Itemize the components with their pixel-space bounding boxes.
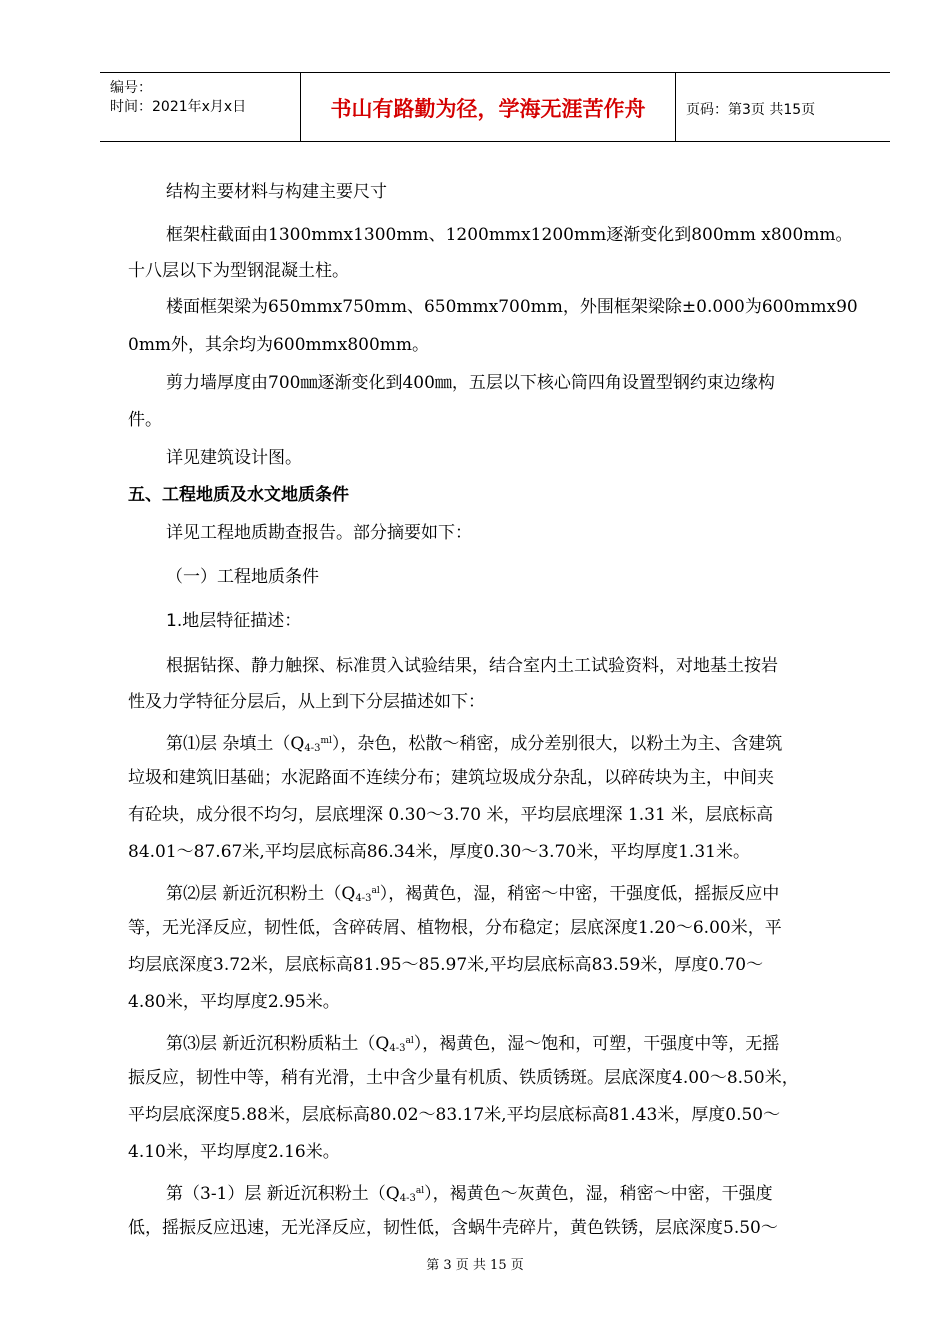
- header-info-cell: [100, 73, 301, 141]
- section-subtitle: 结构主要材料与构建主要尺寸: [166, 182, 387, 202]
- text-run: 第（3-1）层 新近沉积粉土（Q: [166, 1184, 400, 1204]
- text-run: ），褐黄色～灰黄色，湿，稍密～中密，干强度: [424, 1184, 773, 1204]
- paragraph-line: 剪力墙厚度由700㎜逐渐变化到400㎜，五层以下核心筒四角设置型钢约束边缘构: [166, 373, 775, 393]
- paragraph-line: 详见建筑设计图。: [166, 448, 302, 468]
- text-run: ），杂色，松散～稍密，成分差别很大，以粉土为主、含建筑: [331, 734, 783, 754]
- paragraph-line: 性及力学特征分层后，从上到下分层描述如下：: [128, 692, 485, 712]
- paragraph-line: 均层底深度3.72米，层底标高81.95～85.97米,平均层底标高83.59米，厚度0.70～: [128, 955, 764, 975]
- header-motto: 书山有路勤为径，学海无涯苦作舟: [330, 97, 646, 121]
- paragraph-line: 框架柱截面由1300mmx1300mm、1200mmx1200mm逐渐变化到800mm x800mm。: [166, 225, 853, 245]
- superscript: al: [371, 886, 380, 896]
- paragraph-line: 低，摇振反应迅速，无光泽反应，韧性低，含蜗牛壳碎片，黄色铁锈，层底深度5.50～: [128, 1218, 778, 1238]
- superscript: al: [405, 1036, 414, 1046]
- paragraph-line: 平均层底深度5.88米，层底标高80.02～83.17米,平均层底标高81.43米，厚度0.50～: [128, 1105, 781, 1125]
- layer-1-line: [166, 730, 782, 760]
- document-date: 时间：2021年x月x日: [110, 99, 247, 115]
- paragraph-line: 有砼块，成分很不均匀，层底埋深 0.30～3.70 米，平均层底埋深 1.31 米，层底标高: [128, 805, 774, 825]
- page-header: [100, 72, 890, 142]
- text-run: 第⑴层 杂填土（Q: [166, 734, 305, 754]
- paragraph-line: 详见工程地质勘查报告。部分摘要如下：: [166, 523, 472, 543]
- paragraph-line: 振反应，韧性中等，稍有光滑，土中含少量有机质、铁质锈斑。层底深度4.00～8.50米，: [128, 1068, 799, 1088]
- header-page-number: 页码：第3页 共15页: [686, 102, 816, 118]
- section-heading: 五、工程地质及水文地质条件: [128, 485, 349, 505]
- subscript: 4-3: [355, 893, 372, 904]
- paragraph-line: 件。: [128, 410, 162, 430]
- paragraph-line: 84.01～87.67米,平均层底标高86.34米，厚度0.30～3.70米，平均厚度1.31米。: [128, 842, 750, 862]
- paragraph-line: 4.10米，平均厚度2.16米。: [128, 1142, 340, 1162]
- layer-3-1-line: [166, 1180, 773, 1210]
- paragraph-line: 垃圾和建筑旧基础；水泥路面不连续分布；建筑垃圾成分杂乱，以碎砖块为主，中间夹: [128, 768, 774, 788]
- subscript: 4-3: [399, 1193, 416, 1204]
- subsection-heading: （一）工程地质条件: [166, 567, 319, 587]
- text-run: ），褐黄色，湿～饱和，可塑，干强度中等，无摇: [413, 1034, 780, 1054]
- subsection-heading: 1.地层特征描述：: [166, 611, 302, 631]
- header-motto-cell: [301, 73, 676, 141]
- paragraph-line: 等，无光泽反应，韧性低，含碎砖屑、植物根，分布稳定；层底深度1.20～6.00米，平: [128, 918, 782, 938]
- layer-3-line: [166, 1030, 779, 1060]
- text-run: ），褐黄色，湿，稍密～中密，干强度低，摇振反应中: [379, 884, 780, 904]
- page-footer: 第 3 页 共 15 页: [426, 1258, 524, 1273]
- paragraph-line: 楼面框架梁为650mmx750mm、650mmx700mm，外围框架梁除±0.000为600mmx90: [166, 297, 858, 317]
- superscript: al: [415, 1186, 425, 1196]
- document-number-label: 编号：: [110, 80, 152, 96]
- superscript: ml: [320, 736, 332, 746]
- text-run: 第⑶层 新近沉积粉质粘土（Q: [166, 1034, 390, 1054]
- paragraph-line: 0mm外，其余均为600mmx800mm。: [128, 335, 430, 355]
- subscript: 4-3: [304, 743, 321, 754]
- paragraph-line: 4.80米，平均厚度2.95米。: [128, 992, 340, 1012]
- text-run: 第⑵层 新近沉积粉土（Q: [166, 884, 356, 904]
- header-page-cell: [676, 73, 890, 141]
- paragraph-line: 根据钻探、静力触探、标准贯入试验结果，结合室内土工试验资料，对地基土按岩: [166, 656, 778, 676]
- layer-2-line: [166, 880, 779, 910]
- subscript: 4-3: [389, 1043, 406, 1054]
- paragraph-line: 十八层以下为型钢混凝土柱。: [128, 261, 349, 281]
